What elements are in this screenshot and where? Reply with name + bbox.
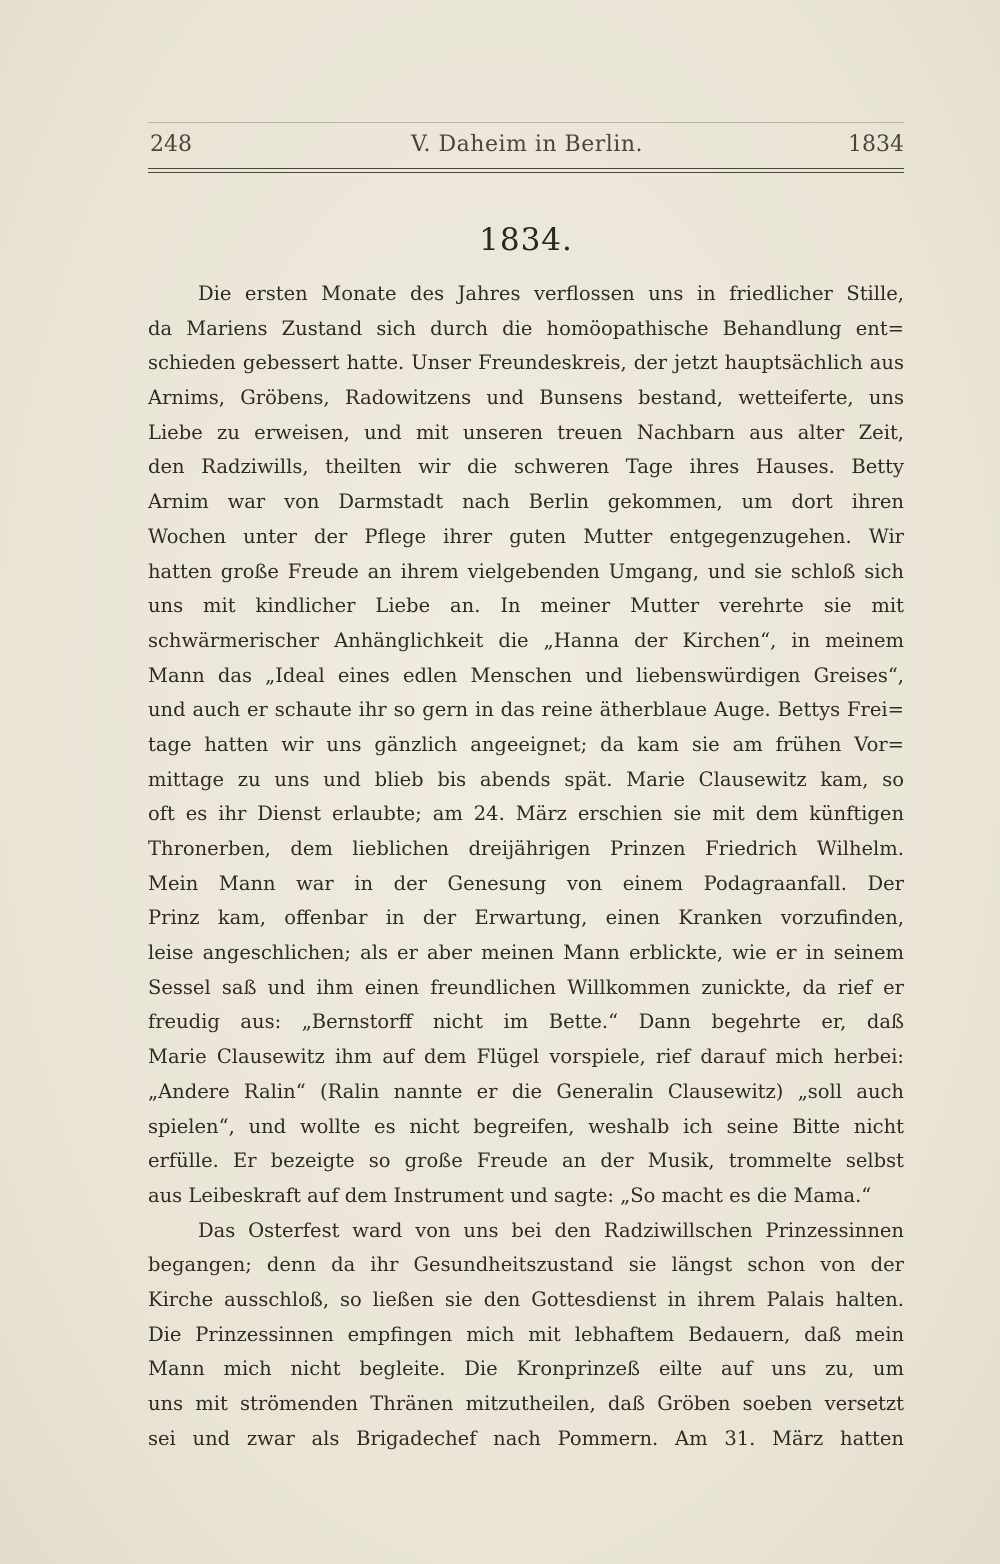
text-line: uns mit strömenden Thränen mitzutheilen, daß Gröben soeben versetzt xyxy=(148,1392,904,1415)
text-line: Mein Mann war in der Genesung von einem Podagraanfall. Der xyxy=(148,871,904,895)
text-line: oft es ihr Dienst erlaubte; am 24. März erschien sie mit dem künftigen xyxy=(148,802,904,826)
text-line: spielen“, und wollte es nicht begreifen, weshalb ich seine Bitte nicht xyxy=(148,1114,904,1138)
text-line: mittage zu uns und blieb bis abends spät. Marie Clausewitz kam, so xyxy=(148,767,904,791)
text-line: Mann mich nicht begleite. Die Kronprinzeß eilte auf uns zu, um xyxy=(148,1357,904,1381)
text-line: Arnim war von Darmstadt nach Berlin gekommen, um dort ihren xyxy=(148,490,904,514)
text-line: den Radziwills, theilten wir die schweren Tage ihres Hauses. Betty xyxy=(148,455,904,479)
running-year: 1834 xyxy=(848,132,904,157)
text-line: Marie Clausewitz ihm auf dem Flügel vorspiele, rief darauf mich herbei: xyxy=(148,1045,904,1069)
text-line: freudig aus: „Bernstorff nicht im Bette.“ Dann begehrte er, daß xyxy=(148,1010,904,1034)
page-number: 248 xyxy=(150,132,192,157)
text-line: Kirche ausschloß, so ließen sie den Gottesdienst in ihrem Palais halten. xyxy=(148,1287,904,1311)
chapter-title: V. Daheim in Berlin. xyxy=(411,132,643,157)
text-line: Arnims, Gröbens, Radowitzens und Bunsens bestand, wetteiferte, uns xyxy=(148,386,904,410)
text-line: Sessel saß und ihm einen freundlichen Willkommen zunickte, da rief er xyxy=(148,975,904,999)
text-line: Wochen unter der Pflege ihrer guten Mutter entgegenzugehen. Wir xyxy=(148,524,904,548)
text-line: da Mariens Zustand sich durch die homöopathische Behandlung ent= xyxy=(148,316,904,340)
section-heading: 1834. xyxy=(479,222,573,258)
text-line: hatten große Freude an ihrem vielgebenden Umgang, und sie schloß sich xyxy=(148,559,904,583)
text-line: tage hatten wir uns gänzlich angeeignet; da kam sie am frühen Vor= xyxy=(148,732,904,756)
body-text xyxy=(148,277,904,1456)
text-line: aus Leibeskraft auf dem Instrument und sagte: „So macht es die Mama.“ xyxy=(148,1183,872,1207)
text-line: und auch er schaute ihr so gern in das reine ätherblaue Auge. Bettys Frei= xyxy=(148,698,904,722)
text-line: schieden gebessert hatte. Unser Freundeskreis, der jetzt hauptsächlich aus xyxy=(148,351,904,375)
text-line: Prinz kam, offenbar in der Erwartung, einen Kranken vorzufinden, xyxy=(148,906,904,930)
text-line: Liebe zu erweisen, und mit unseren treuen Nachbarn aus alter Zeit, xyxy=(148,420,904,444)
text-line: Das Osterfest ward von uns bei den Radziwillschen Prinzessinnen xyxy=(198,1218,904,1242)
text-line: Die ersten Monate des Jahres verflossen uns in friedlicher Stille, xyxy=(198,282,904,305)
text-line: leise angeschlichen; als er aber meinen Mann erblickte, wie er in seinem xyxy=(148,941,904,965)
text-line: Die Prinzessinnen empfingen mich mit lebhaftem Bedauern, daß mein xyxy=(148,1322,904,1346)
text-line: Thronerben, dem lieblichen dreijährigen Prinzen Friedrich Wilhelm. xyxy=(148,837,904,860)
text-line: uns mit kindlicher Liebe an. In meiner Mutter verehrte sie mit xyxy=(148,594,904,618)
text-line: sei und zwar als Brigadechef nach Pommern. Am 31. März hatten xyxy=(148,1426,904,1450)
text-line: schwärmerischer Anhänglichkeit die „Hanna der Kirchen“, in meinem xyxy=(148,628,904,652)
text-line: begangen; denn da ihr Gesundheitszustand sie längst schon von der xyxy=(148,1253,904,1277)
text-line: „Andere Ralin“ (Ralin nannte er die Generalin Clausewitz) „soll auch xyxy=(148,1079,904,1103)
header-rule xyxy=(148,168,904,173)
text-line: Mann das „Ideal eines edlen Menschen und liebenswürdigen Greises“, xyxy=(148,663,904,687)
top-rule xyxy=(148,122,904,123)
running-head xyxy=(150,132,904,162)
text-line: erfülle. Er bezeigte so große Freude an der Musik, trommelte selbst xyxy=(148,1149,904,1173)
